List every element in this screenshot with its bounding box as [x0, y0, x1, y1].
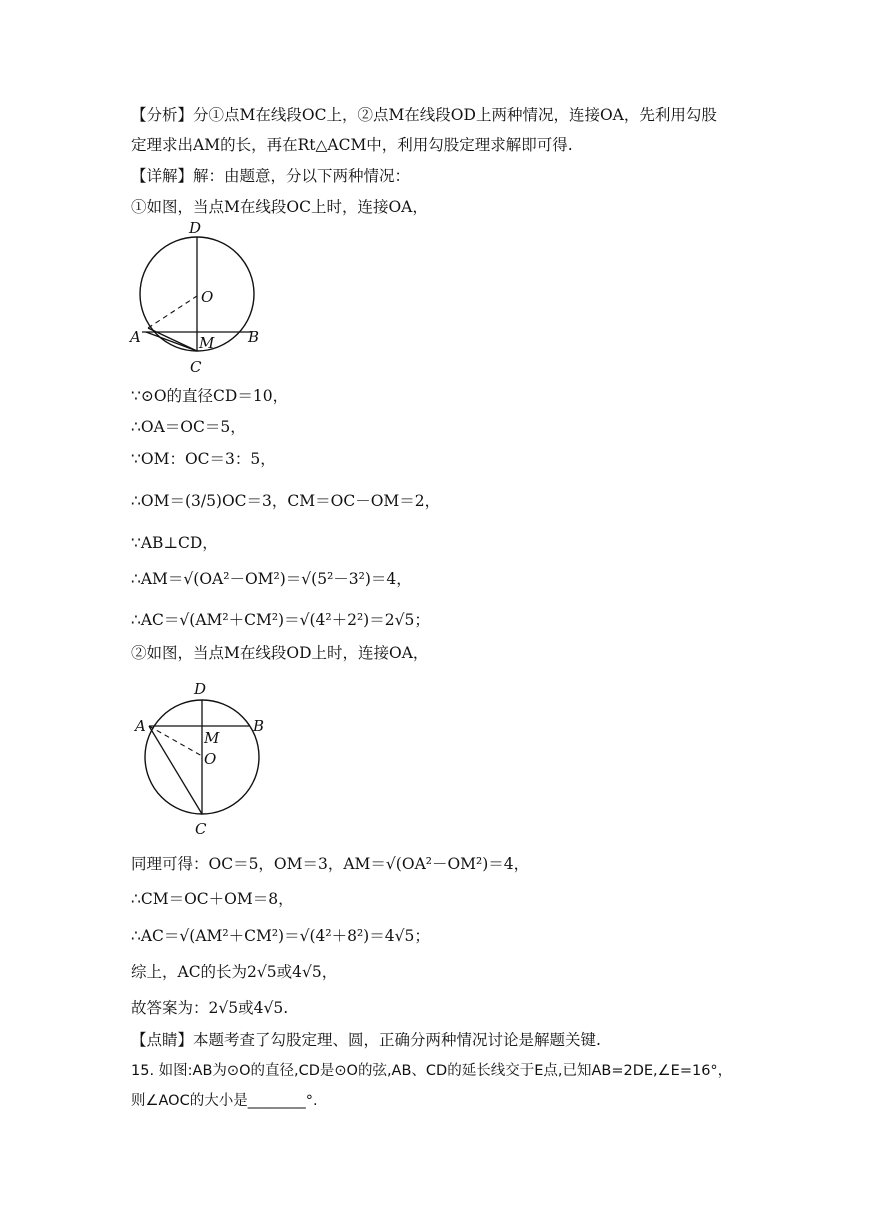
- case2-heading: ②如图，当点M在线段OD上时，连接OA，: [131, 644, 429, 662]
- question-15-line-2: 则∠AOC的大小是________°.: [131, 1093, 318, 1109]
- label-C: C: [190, 358, 202, 376]
- label-D: D: [189, 222, 202, 237]
- circle-figure-2: [132, 676, 272, 838]
- case2-step-2: ∴CM＝OC＋OM＝8，: [131, 890, 294, 908]
- step-1: ∵⊙O的直径CD＝10，: [131, 387, 289, 405]
- label-M: M: [199, 334, 215, 352]
- step-7: ∴AC＝√(AM²＋CM²)＝√(4²＋2²)＝2√5；: [131, 611, 430, 629]
- summary-line: 综上，AC的长为2√5或4√5，: [131, 963, 338, 981]
- label-C: C: [195, 820, 207, 838]
- detail-heading: 【详解】解：由题意，分以下两种情况：: [131, 167, 411, 185]
- analysis-line-1: 【分析】分①点M在线段OC上，②点M在线段OD上两种情况，连接OA，先利用勾股: [131, 106, 717, 124]
- step-2: ∴OA＝OC＝5，: [131, 418, 246, 436]
- step-4: ∴OM＝(3/5)OC＝3，CM＝OC－OM＝2，: [131, 492, 441, 510]
- step-6: ∴AM＝√(OA²－OM²)＝√(5²－3²)＝4，: [131, 570, 412, 588]
- label-A: A: [135, 717, 146, 735]
- label-O: O: [204, 750, 217, 768]
- comment-line: 【点睛】本题考查了勾股定理、圆，正确分两种情况讨论是解题关键.: [131, 1031, 601, 1049]
- label-D: D: [194, 680, 207, 698]
- step-3: ∵OM：OC＝3：5，: [131, 450, 276, 468]
- question-15-line-1: 15. 如图:AB为⊙O的直径,CD是⊙O的弦,AB、CD的延长线交于E点,已知AB=2DE,∠E=16°，: [131, 1063, 733, 1079]
- case2-step-1: 同理可得：OC＝5，OM＝3，AM＝√(OA²－OM²)＝4，: [131, 855, 530, 873]
- label-O: O: [201, 288, 214, 306]
- label-B: B: [248, 328, 260, 346]
- label-M: M: [204, 729, 220, 747]
- case1-heading: ①如图，当点M在线段OC上时，连接OA，: [131, 198, 428, 216]
- case2-step-3: ∴AC＝√(AM²＋CM²)＝√(4²＋8²)＝4√5；: [131, 927, 430, 945]
- label-A: A: [130, 328, 141, 346]
- step-5: ∵AB⊥CD，: [131, 534, 218, 552]
- label-B: B: [253, 717, 265, 735]
- circle-figure-1: [128, 222, 268, 382]
- analysis-line-2: 定理求出AM的长，再在Rt△ACM中，利用勾股定理求解即可得.: [131, 136, 573, 154]
- answer-line: 故答案为：2√5或4√5.: [131, 999, 289, 1017]
